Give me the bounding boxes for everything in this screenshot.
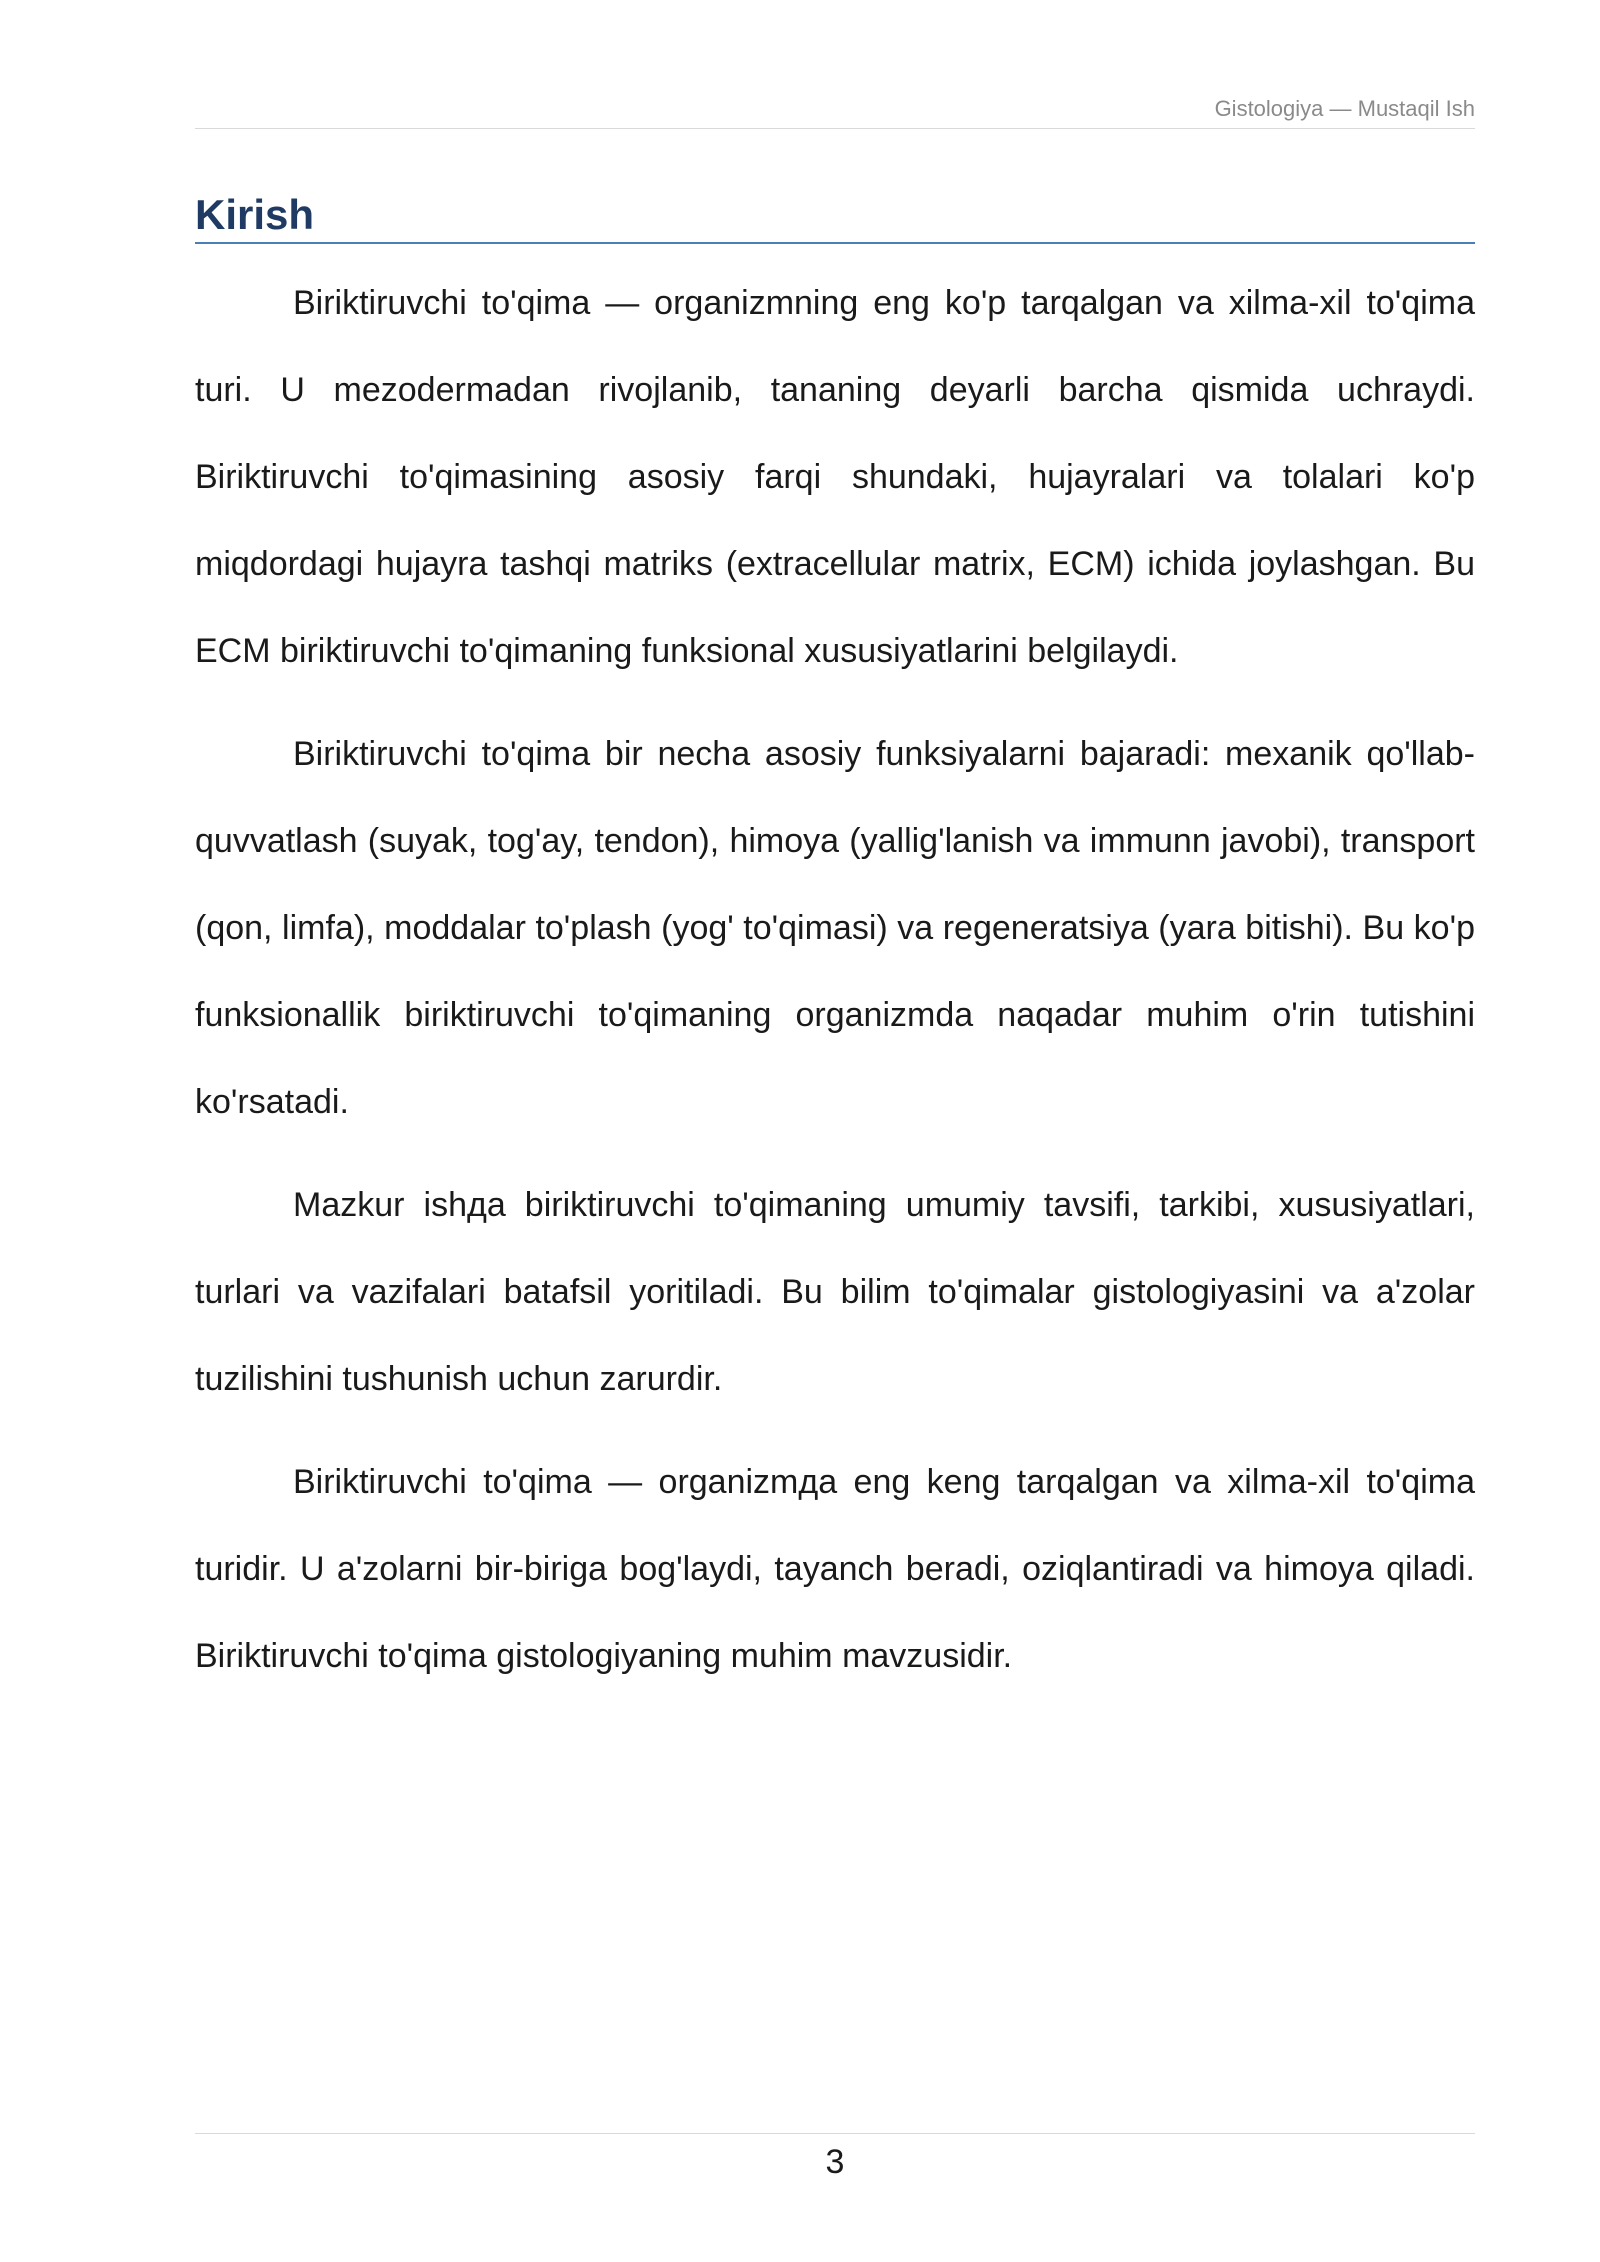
paragraph: Biriktiruvchi to'qima — organizmда eng keng tarqalgan va xilma-xil to'qima turidir. U a'zolarni bir-biriga bog'laydi, tayanch beradi, oziqlantiradi va himoya qiladi. Biriktiruvchi to'qima gistologiyaning muhim mavzusidir. (195, 1463, 1475, 1675)
paragraph: Mazkur ishда biriktiruvchi to'qimaning umumiy tavsifi, tarkibi, xususiyatlari, turlari va vazifalari batafsil yoritiladi. Bu bilim to'qimalar gistologiyasini va a'zolar tuzilishini tushunish uchun zarurdir. (195, 1186, 1475, 1398)
page-header (195, 92, 1475, 129)
paragraph: Biriktiruvchi to'qima bir necha asosiy funksiyalarni bajaradi: mexanik qo'llab-quvvatlash (suyak, tog'ay, tendon), himoya (yallig'lanish va immunn javobi), transport (qon, limfa), moddalar to'plash (yog' to'qimasi) va regeneratsiya (yara bitishi). Bu ko'p funksionallik biriktiruvchi to'qimaning organizmda naqadar muhim o'rin tutishini ko'rsatadi. (195, 735, 1475, 1121)
body-text (195, 260, 1475, 1716)
running-header-title: Gistologiya — Mustaqil Ish (1214, 96, 1475, 121)
page-number: 3 (825, 2143, 845, 2181)
section-heading: Kirish (195, 190, 1475, 244)
page-footer (195, 2133, 1475, 2184)
paragraph: Biriktiruvchi to'qima — organizmning eng ko'p tarqalgan va xilma-xil to'qima turi. U mezodermadan rivojlanib, tananing deyarli barcha qismida uchraydi. Biriktiruvchi to'qimasining asosiy farqi shundaki, hujayralari va tolalari ko'p miqdordagi hujayra tashqi matriks (extracellular matrix, ECM) ichida joylashgan. Bu ECM biriktiruvchi to'qimaning funksional xususiyatlarini belgilaydi. (195, 284, 1475, 670)
